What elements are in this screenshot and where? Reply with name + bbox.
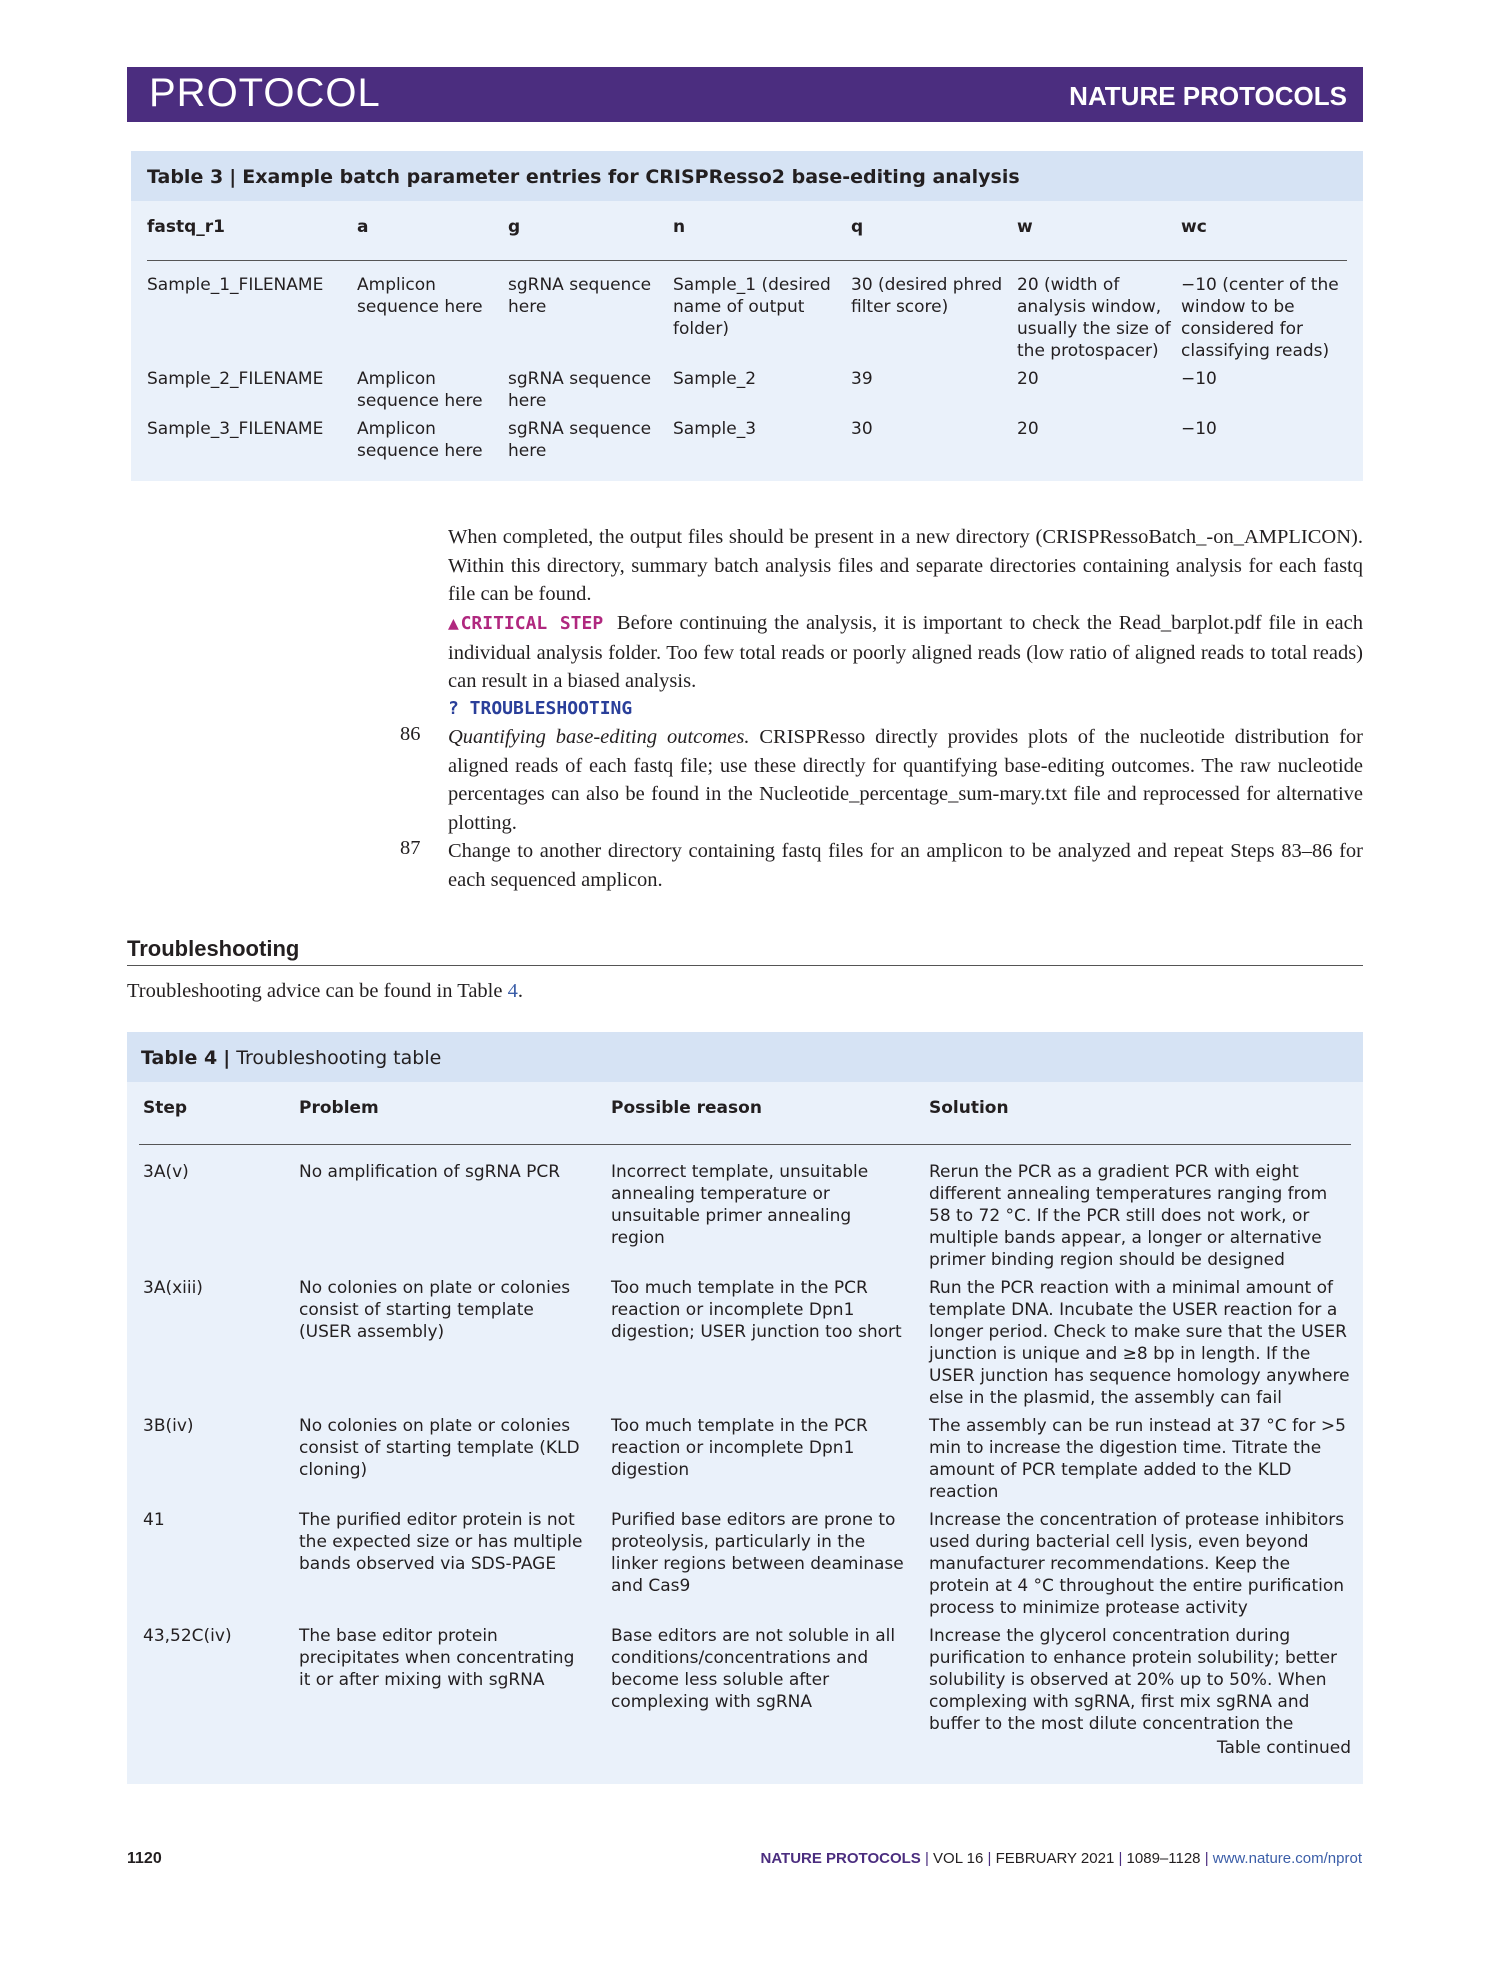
footer-date: FEBRUARY 2021 (995, 1850, 1115, 1867)
footer-url[interactable]: www.nature.com/nprot (1212, 1850, 1362, 1867)
table-row (147, 412, 1347, 462)
table-cell: 3A(v) (143, 1162, 189, 1182)
table4-header: Solution (925, 1098, 1351, 1145)
table-cell: Incorrect template, unsuitable annealing temperature or unsuitable primer annealing region (611, 1162, 869, 1248)
footer-pages: 1089–1128 (1126, 1850, 1201, 1867)
table-cell: Sample_1_FILENAME (147, 275, 324, 295)
table-cell: 39 (851, 369, 873, 389)
table3-header: a (357, 217, 508, 261)
troubleshooting-paragraph (127, 980, 523, 1003)
table4-link[interactable]: 4 (507, 980, 518, 1002)
table-cell: −10 (1181, 369, 1217, 389)
step-number: 87 (400, 837, 421, 859)
critical-step-paragraph (448, 609, 1363, 696)
table3-header: n (673, 217, 851, 261)
step-86-title: Quantifying base-editing outcomes. (448, 726, 750, 748)
body-paragraph-1: When completed, the output files should be present in a new directory (CRISPRessoBatch_-on_AMPLICON). Within this directory, summary batch analysis files and separate directories containing analysis for each fastq file can be found. (448, 526, 1363, 605)
table4-header: Step (139, 1098, 295, 1145)
table-cell: 20 (1017, 419, 1039, 439)
footer-volume: VOL 16 (933, 1850, 984, 1867)
table-cell: Amplicon sequence here (357, 419, 483, 461)
troubleshooting-label[interactable]: ? TROUBLESHOOTING (448, 698, 633, 719)
table4 (139, 1098, 1351, 1759)
table-cell: 30 (851, 419, 873, 439)
table-cell: 30 (desired phred filter score) (851, 275, 1003, 317)
table3-box (131, 151, 1363, 481)
table-cell: sgRNA sequence here (508, 275, 652, 317)
troubleshooting-link-line (448, 694, 1363, 724)
table-cell: Increase the glycerol concentration during purification to enhance protein solubility; better solubility is observed at 20% up to 50%. When complexing with sgRNA, first mix sgRNA and buffer to the most dilute concentration the (929, 1626, 1338, 1734)
table-row (139, 1271, 1351, 1409)
header-banner (127, 67, 1363, 122)
table4-box (127, 1032, 1363, 1784)
table-row (147, 362, 1347, 412)
table-row (139, 1145, 1351, 1272)
table-cell: The assembly can be run instead at 37 °C for >5 min to increase the digestion time. Titrate the amount of PCR template added to the KLD reaction (929, 1416, 1346, 1502)
table-cell: Amplicon sequence here (357, 275, 483, 317)
table-cell: Too much template in the PCR reaction or incomplete Dpn1 digestion (611, 1416, 868, 1480)
table4-continued-row (139, 1735, 1351, 1759)
table-cell: Base editors are not soluble in all conditions/concentrations and become less soluble after complexing with sgRNA (611, 1626, 896, 1712)
table-cell: Rerun the PCR as a gradient PCR with eight different annealing temperatures ranging from 58 to 72 °C. If the PCR still does not work, or multiple bands appear, a longer or alternative primer binding region should be designed (929, 1162, 1328, 1270)
footer-separator: | (1204, 1850, 1209, 1867)
step-87-text: Change to another directory containing fastq files for an amplicon to be analyzed and repeat Steps 83–86 for each sequenced amplicon. (448, 840, 1363, 891)
table-cell: 3A(xiii) (143, 1278, 203, 1298)
table-row (139, 1619, 1351, 1735)
step-86 (448, 723, 1363, 837)
footer-journal: NATURE PROTOCOLS (760, 1850, 921, 1867)
table-cell: 20 (width of analysis window, usually the size of the protospacer) (1017, 275, 1171, 361)
footer-citation (761, 1850, 1363, 1867)
table4-header: Problem (295, 1098, 607, 1145)
table-continued-note: Table continued (1216, 1738, 1351, 1758)
footer-separator: | (987, 1850, 992, 1867)
table-cell: sgRNA sequence here (508, 369, 652, 411)
table3-header: wc (1181, 217, 1347, 261)
table3-header: fastq_r1 (147, 217, 357, 261)
table4-label: Table 4 (141, 1047, 218, 1069)
step-86-text: CRISPResso directly provides plots of the nucleotide distribution for aligned reads of each fastq file; use these directly for quantifying base-editing outcomes. The raw nucleotide percentages can also be found in the Nucleotide_percentage_sum-mary.txt file and reprocessed for alternative plotting. (448, 726, 1363, 834)
table-cell: Sample_2 (673, 369, 757, 389)
table-row (139, 1409, 1351, 1503)
troubleshooting-heading: Troubleshooting (127, 936, 1363, 966)
table-cell: Purified base editors are prone to proteolysis, particularly in the linker regions between deaminase and Cas9 (611, 1510, 904, 1596)
table-cell: sgRNA sequence here (508, 419, 652, 461)
table-cell: 20 (1017, 369, 1039, 389)
table-cell: Amplicon sequence here (357, 369, 483, 411)
critical-step-label: ▲CRITICAL STEP (448, 613, 604, 634)
table4-header: Possible reason (607, 1098, 925, 1145)
table4-caption: Table 4 | Troubleshooting table (127, 1032, 1363, 1082)
table3 (147, 217, 1347, 462)
table-cell: Sample_2_FILENAME (147, 369, 324, 389)
table-row (147, 261, 1347, 363)
table-cell: 3B(iv) (143, 1416, 194, 1436)
table-cell: Sample_3 (673, 419, 757, 439)
troubleshooting-text-end: . (517, 980, 523, 1002)
table3-header: w (1017, 217, 1181, 261)
section-label: PROTOCOL (149, 71, 381, 115)
table-cell: 43,52C(iv) (143, 1626, 232, 1646)
step-number: 86 (400, 723, 421, 745)
table-cell: No colonies on plate or colonies consist of starting template (KLD cloning) (299, 1416, 580, 1480)
table3-caption: Table 3 | Example batch parameter entries for CRISPResso2 base-editing analysis (131, 151, 1363, 201)
table-cell: −10 (center of the window to be considered for classifying reads) (1181, 275, 1339, 361)
table3-title: Example batch parameter entries for CRISPResso2 base-editing analysis (242, 166, 1020, 188)
footer-separator: | (1118, 1850, 1123, 1867)
journal-name: NATURE PROTOCOLS (1069, 81, 1347, 111)
table4-header-row (139, 1098, 1351, 1145)
table-cell: No amplification of sgRNA PCR (299, 1162, 561, 1182)
table4-title: Troubleshooting table (236, 1047, 442, 1069)
critical-step-text: Before continuing the analysis, it is important to check the Read_barplot.pdf file in each individual analysis folder. Too few total reads or poorly aligned reads (low ratio of aligned reads to total reads) can result in a biased analysis. (448, 612, 1363, 692)
table-cell: No colonies on plate or colonies consist of starting template (USER assembly) (299, 1278, 571, 1342)
table-cell: Sample_1 (desired name of output folder) (673, 275, 831, 339)
table3-label: Table 3 (147, 166, 224, 188)
table3-header: q (851, 217, 1017, 261)
table-cell: Increase the concentration of protease inhibitors used during bacterial cell lysis, even beyond manufacturer recommendations. Keep the protein at 4 °C throughout the entire purification process to minimize protease activity (929, 1510, 1345, 1618)
table-cell: The base editor protein precipitates when concentrating it or after mixing with sgRNA (299, 1626, 575, 1690)
table-cell: Too much template in the PCR reaction or incomplete Dpn1 digestion; USER junction too short (611, 1278, 902, 1342)
table-row (139, 1503, 1351, 1619)
table-cell: Run the PCR reaction with a minimal amount of template DNA. Incubate the USER reaction for a longer period. Check to make sure that the USER junction is unique and ≥8 bp in length. If the USER junction has sequence homology anywhere else in the plasmid, the assembly can fail (929, 1278, 1350, 1408)
troubleshooting-text: Troubleshooting advice can be found in Table (127, 980, 508, 1002)
page-number: 1120 (127, 1850, 162, 1867)
table-cell: −10 (1181, 419, 1217, 439)
table-cell: The purified editor protein is not the expected size or has multiple bands observed via SDS-PAGE (299, 1510, 583, 1574)
table-cell: 41 (143, 1510, 165, 1530)
table3-header-row (147, 217, 1347, 261)
table3-header: g (508, 217, 673, 261)
footer-separator: | (924, 1850, 929, 1867)
table-cell: Sample_3_FILENAME (147, 419, 324, 439)
